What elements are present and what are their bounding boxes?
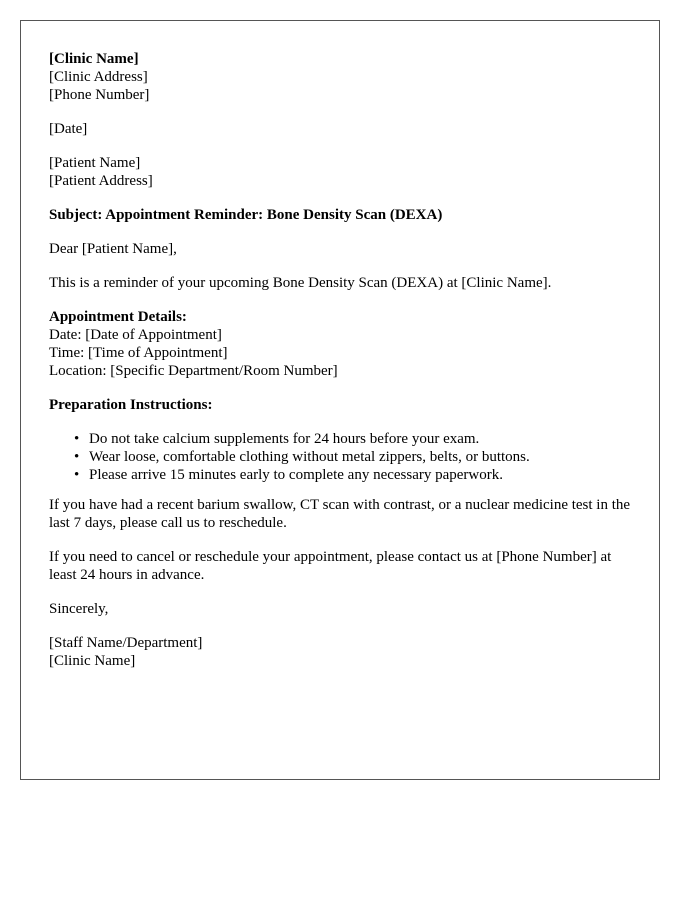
clinic-name: [Clinic Name] (49, 51, 139, 67)
appointment-details (49, 308, 631, 380)
clinic-header (49, 50, 631, 104)
patient-name: [Patient Name] (49, 155, 141, 171)
salutation: Dear [Patient Name], (49, 241, 177, 257)
clinic-phone: [Phone Number] (49, 87, 150, 103)
recipient-block (49, 154, 631, 190)
preparation-list (49, 430, 631, 484)
bullet-icon: • (74, 449, 80, 465)
letter-date: [Date] (49, 121, 88, 137)
bullet-icon: • (74, 431, 80, 447)
list-item-text: Please arrive 15 minutes early to complete any necessary paperwork. (89, 467, 504, 483)
letter-page (20, 20, 660, 780)
appointment-time: Time: [Time of Appointment] (49, 345, 228, 361)
staff-name: [Staff Name/Department] (49, 635, 203, 651)
bullet-icon: • (74, 467, 80, 483)
list-item-text: Wear loose, comfortable clothing without metal zippers, belts, or buttons. (89, 449, 530, 465)
clinic-address: [Clinic Address] (49, 69, 148, 85)
signature-clinic-name: [Clinic Name] (49, 653, 136, 669)
cancel-paragraph: If you need to cancel or reschedule your appointment, please contact us at [Phone Number] at least 24 hours in advance. (49, 549, 612, 583)
patient-address: [Patient Address] (49, 173, 153, 189)
list-item (74, 430, 631, 448)
signature-block (49, 634, 631, 670)
preparation-heading: Preparation Instructions: (49, 397, 213, 413)
appointment-date: Date: [Date of Appointment] (49, 327, 222, 343)
subject-line: Subject: Appointment Reminder: Bone Density Scan (DEXA) (49, 207, 443, 223)
list-item (74, 448, 631, 466)
list-item-text: Do not take calcium supplements for 24 hours before your exam. (89, 431, 480, 447)
intro-paragraph: This is a reminder of your upcoming Bone Density Scan (DEXA) at [Clinic Name]. (49, 275, 552, 291)
appointment-heading: Appointment Details: (49, 309, 187, 325)
notice-paragraph: If you have had a recent barium swallow, CT scan with contrast, or a nuclear medicine test in the last 7 days, please call us to reschedule. (49, 497, 631, 531)
closing: Sincerely, (49, 601, 109, 617)
list-item (74, 466, 631, 484)
appointment-location: Location: [Specific Department/Room Number] (49, 363, 338, 379)
